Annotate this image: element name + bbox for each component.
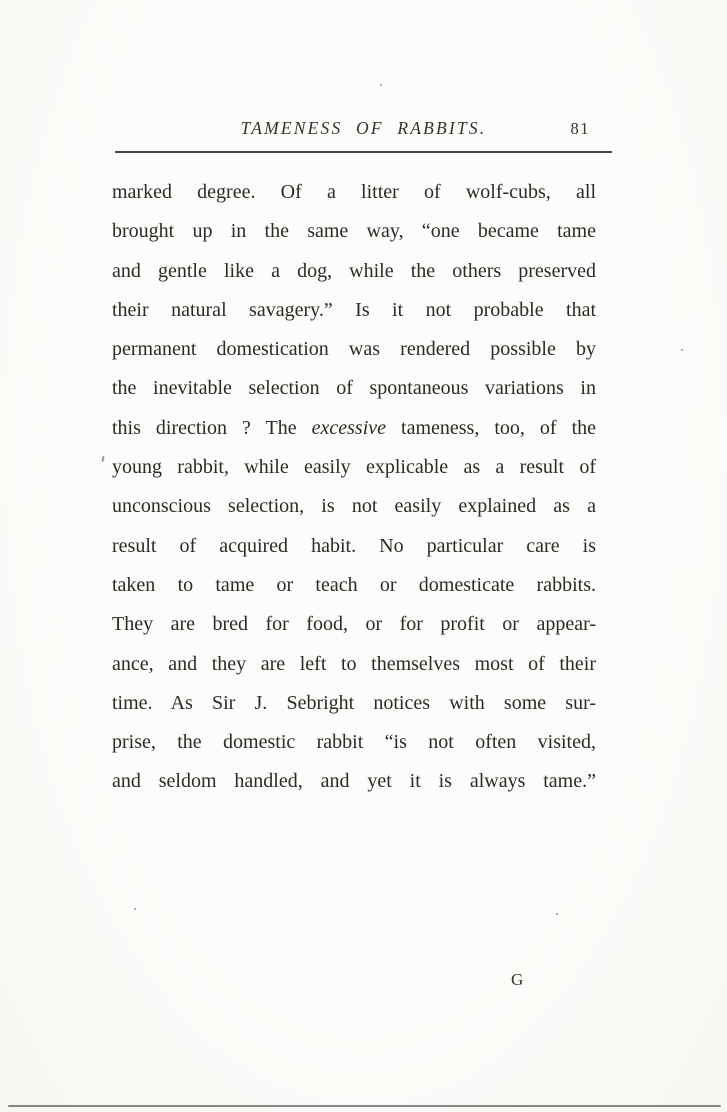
scan-speckle: [134, 908, 136, 910]
scan-speckle: [556, 913, 558, 915]
text-segment: this direction ? The: [112, 416, 312, 439]
page-header: [115, 118, 612, 144]
text-line: marked degree. Of a litter of wolf-cubs, all: [112, 181, 596, 203]
text-line: and seldom handled, and yet it is always tame.”: [112, 770, 596, 793]
page-bottom-edge: [8, 1105, 721, 1107]
text-line: and gentle like a dog, while the others preserved: [112, 259, 596, 282]
text-line: unconscious selection, is not easily explained as a: [112, 495, 596, 518]
text-line: ance, and they are left to themselves most of their: [112, 652, 596, 675]
running-title: TAMENESS OF RABBITS.: [240, 118, 487, 138]
text-line: prise, the domestic rabbit “is not often visited,: [112, 731, 596, 754]
text-line: young rabbit, while easily explicable as a result of: [112, 456, 596, 479]
text-segment: tameness, too, of the: [386, 416, 596, 439]
page-body: [112, 173, 596, 802]
scan-speckle: [380, 84, 382, 86]
page-number: 81: [570, 119, 590, 138]
text-line: the inevitable selection of spontaneous variations in: [112, 377, 596, 400]
scan-speckle: [681, 349, 683, 351]
italic-word: excessive: [311, 416, 387, 439]
text-line: time. As Sir J. Sebright notices with some sur-: [112, 691, 596, 714]
text-line: result of acquired habit. No particular care is: [112, 534, 596, 557]
text-line: taken to tame or teach or domesticate rabbits.: [112, 573, 596, 596]
text-line: brought up in the same way, “one became tame: [112, 220, 596, 243]
text-line-with-italic: [112, 409, 596, 448]
text-line: They are bred for food, or for profit or appear-: [112, 613, 596, 636]
text-line: their natural savagery.” Is it not probable that: [112, 298, 596, 321]
signature-mark: G: [511, 970, 525, 989]
header-rule: [115, 151, 612, 153]
text-line: permanent domestication was rendered possible by: [112, 338, 596, 361]
scan-speckle: [101, 456, 104, 462]
